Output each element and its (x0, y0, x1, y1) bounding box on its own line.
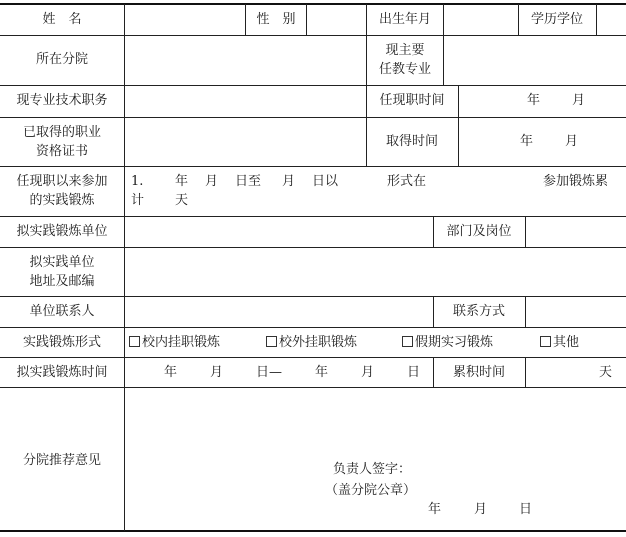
col-divider (245, 4, 246, 35)
gender-label: 性 别 (256, 12, 296, 27)
address-label-line1: 拟实践单位 (29, 255, 95, 270)
major-label-line1: 现主要 (385, 43, 425, 58)
practice-form-label: 实践锻炼形式 (22, 335, 102, 350)
dept-field[interactable] (526, 217, 626, 247)
col-divider (458, 117, 459, 166)
history-text-part: 形式在 (387, 174, 427, 189)
time-part: 月 (210, 365, 224, 380)
time-part: 年 (315, 365, 329, 380)
name-field[interactable] (125, 4, 245, 35)
major-field[interactable] (444, 36, 626, 85)
opinion-date-part: 日 (519, 502, 533, 517)
col-divider (366, 35, 367, 85)
obtain-time-label: 取得时间 (385, 134, 439, 149)
col-divider (366, 117, 367, 166)
history-text-part: 天 (175, 193, 189, 208)
practice-time-label: 拟实践锻炼时间 (16, 365, 108, 380)
appoint-year-unit: 年 (527, 93, 541, 108)
contact-method-field[interactable] (526, 297, 626, 327)
obtain-year-unit: 年 (520, 134, 534, 149)
time-part: 日— (256, 365, 283, 380)
cert-label-line2: 资格证书 (35, 144, 89, 159)
dept-label: 部门及岗位 (446, 224, 512, 239)
name-label: 姓 名 (42, 12, 82, 27)
practice-history-label-line1: 任现职以来参加 (16, 174, 108, 189)
opinion-field[interactable] (125, 388, 626, 530)
branch-field[interactable] (125, 36, 366, 85)
col-divider (366, 4, 367, 35)
total-day-unit: 天 (599, 365, 613, 380)
history-text-part: 日至 (235, 174, 262, 189)
practice-unit-label: 拟实践锻炼单位 (16, 224, 108, 239)
title-label: 现专业技术职务 (16, 93, 108, 108)
option-vacation[interactable]: 假期实习锻炼 (402, 334, 493, 351)
major-label-line2: 任教专业 (378, 62, 432, 77)
title-field[interactable] (125, 86, 366, 117)
option-other[interactable]: 其他 (540, 334, 579, 351)
practice-unit-field[interactable] (125, 217, 433, 247)
option-external[interactable]: 校外挂职锻炼 (266, 334, 357, 351)
birth-field[interactable] (444, 4, 518, 35)
history-text-part: 日以 (312, 174, 339, 189)
birth-label: 出生年月 (378, 12, 432, 27)
time-part: 月 (361, 365, 375, 380)
opinion-date-part: 年 (428, 502, 442, 517)
history-text-part: 参加锻炼累 (543, 174, 609, 189)
cert-label-line1: 已取得的职业 (22, 125, 102, 140)
degree-label: 学历学位 (530, 12, 584, 27)
col-divider (518, 4, 519, 35)
col-divider (433, 357, 434, 387)
total-time-label: 累积时间 (452, 365, 506, 380)
time-part: 日 (407, 365, 421, 380)
appoint-month-unit: 月 (572, 93, 586, 108)
contact-method-label: 联系方式 (452, 304, 506, 319)
contact-field[interactable] (125, 297, 433, 327)
sign-label: 负责人签字： (333, 462, 412, 477)
checkbox-icon[interactable] (402, 336, 413, 347)
seal-label: （盖分院公章） (325, 483, 417, 498)
col-divider (366, 85, 367, 117)
address-label-line2: 地址及邮编 (29, 274, 95, 289)
history-text-part: 月 (282, 174, 296, 189)
col-divider (433, 296, 434, 327)
appoint-time-label: 任现职时间 (379, 93, 445, 108)
checkbox-icon[interactable] (129, 336, 140, 347)
branch-label: 所在分院 (35, 52, 89, 67)
obtain-month-unit: 月 (565, 134, 579, 149)
contact-label: 单位联系人 (29, 304, 95, 319)
col-divider (458, 85, 459, 117)
row-divider (0, 357, 626, 358)
history-text-part: 月 (205, 174, 219, 189)
degree-field[interactable] (597, 4, 626, 35)
bottom-border (0, 530, 626, 532)
checkbox-icon[interactable] (266, 336, 277, 347)
time-part: 年 (164, 365, 178, 380)
row-divider (0, 327, 626, 328)
history-text-part: 计 (131, 193, 145, 208)
opinion-label: 分院推荐意见 (22, 453, 102, 468)
checkbox-icon[interactable] (540, 336, 551, 347)
row-divider (0, 166, 626, 167)
cert-field[interactable] (125, 118, 366, 166)
col-divider (433, 216, 434, 247)
history-text-part: 1. (131, 174, 144, 189)
practice-history-label-line2: 的实践锻炼 (29, 193, 95, 208)
col-divider (525, 357, 526, 387)
address-field[interactable] (125, 248, 626, 296)
gender-field[interactable] (307, 4, 366, 35)
option-internal[interactable]: 校内挂职锻炼 (129, 334, 220, 351)
opinion-date-part: 月 (474, 502, 488, 517)
history-text-part: 年 (175, 174, 189, 189)
